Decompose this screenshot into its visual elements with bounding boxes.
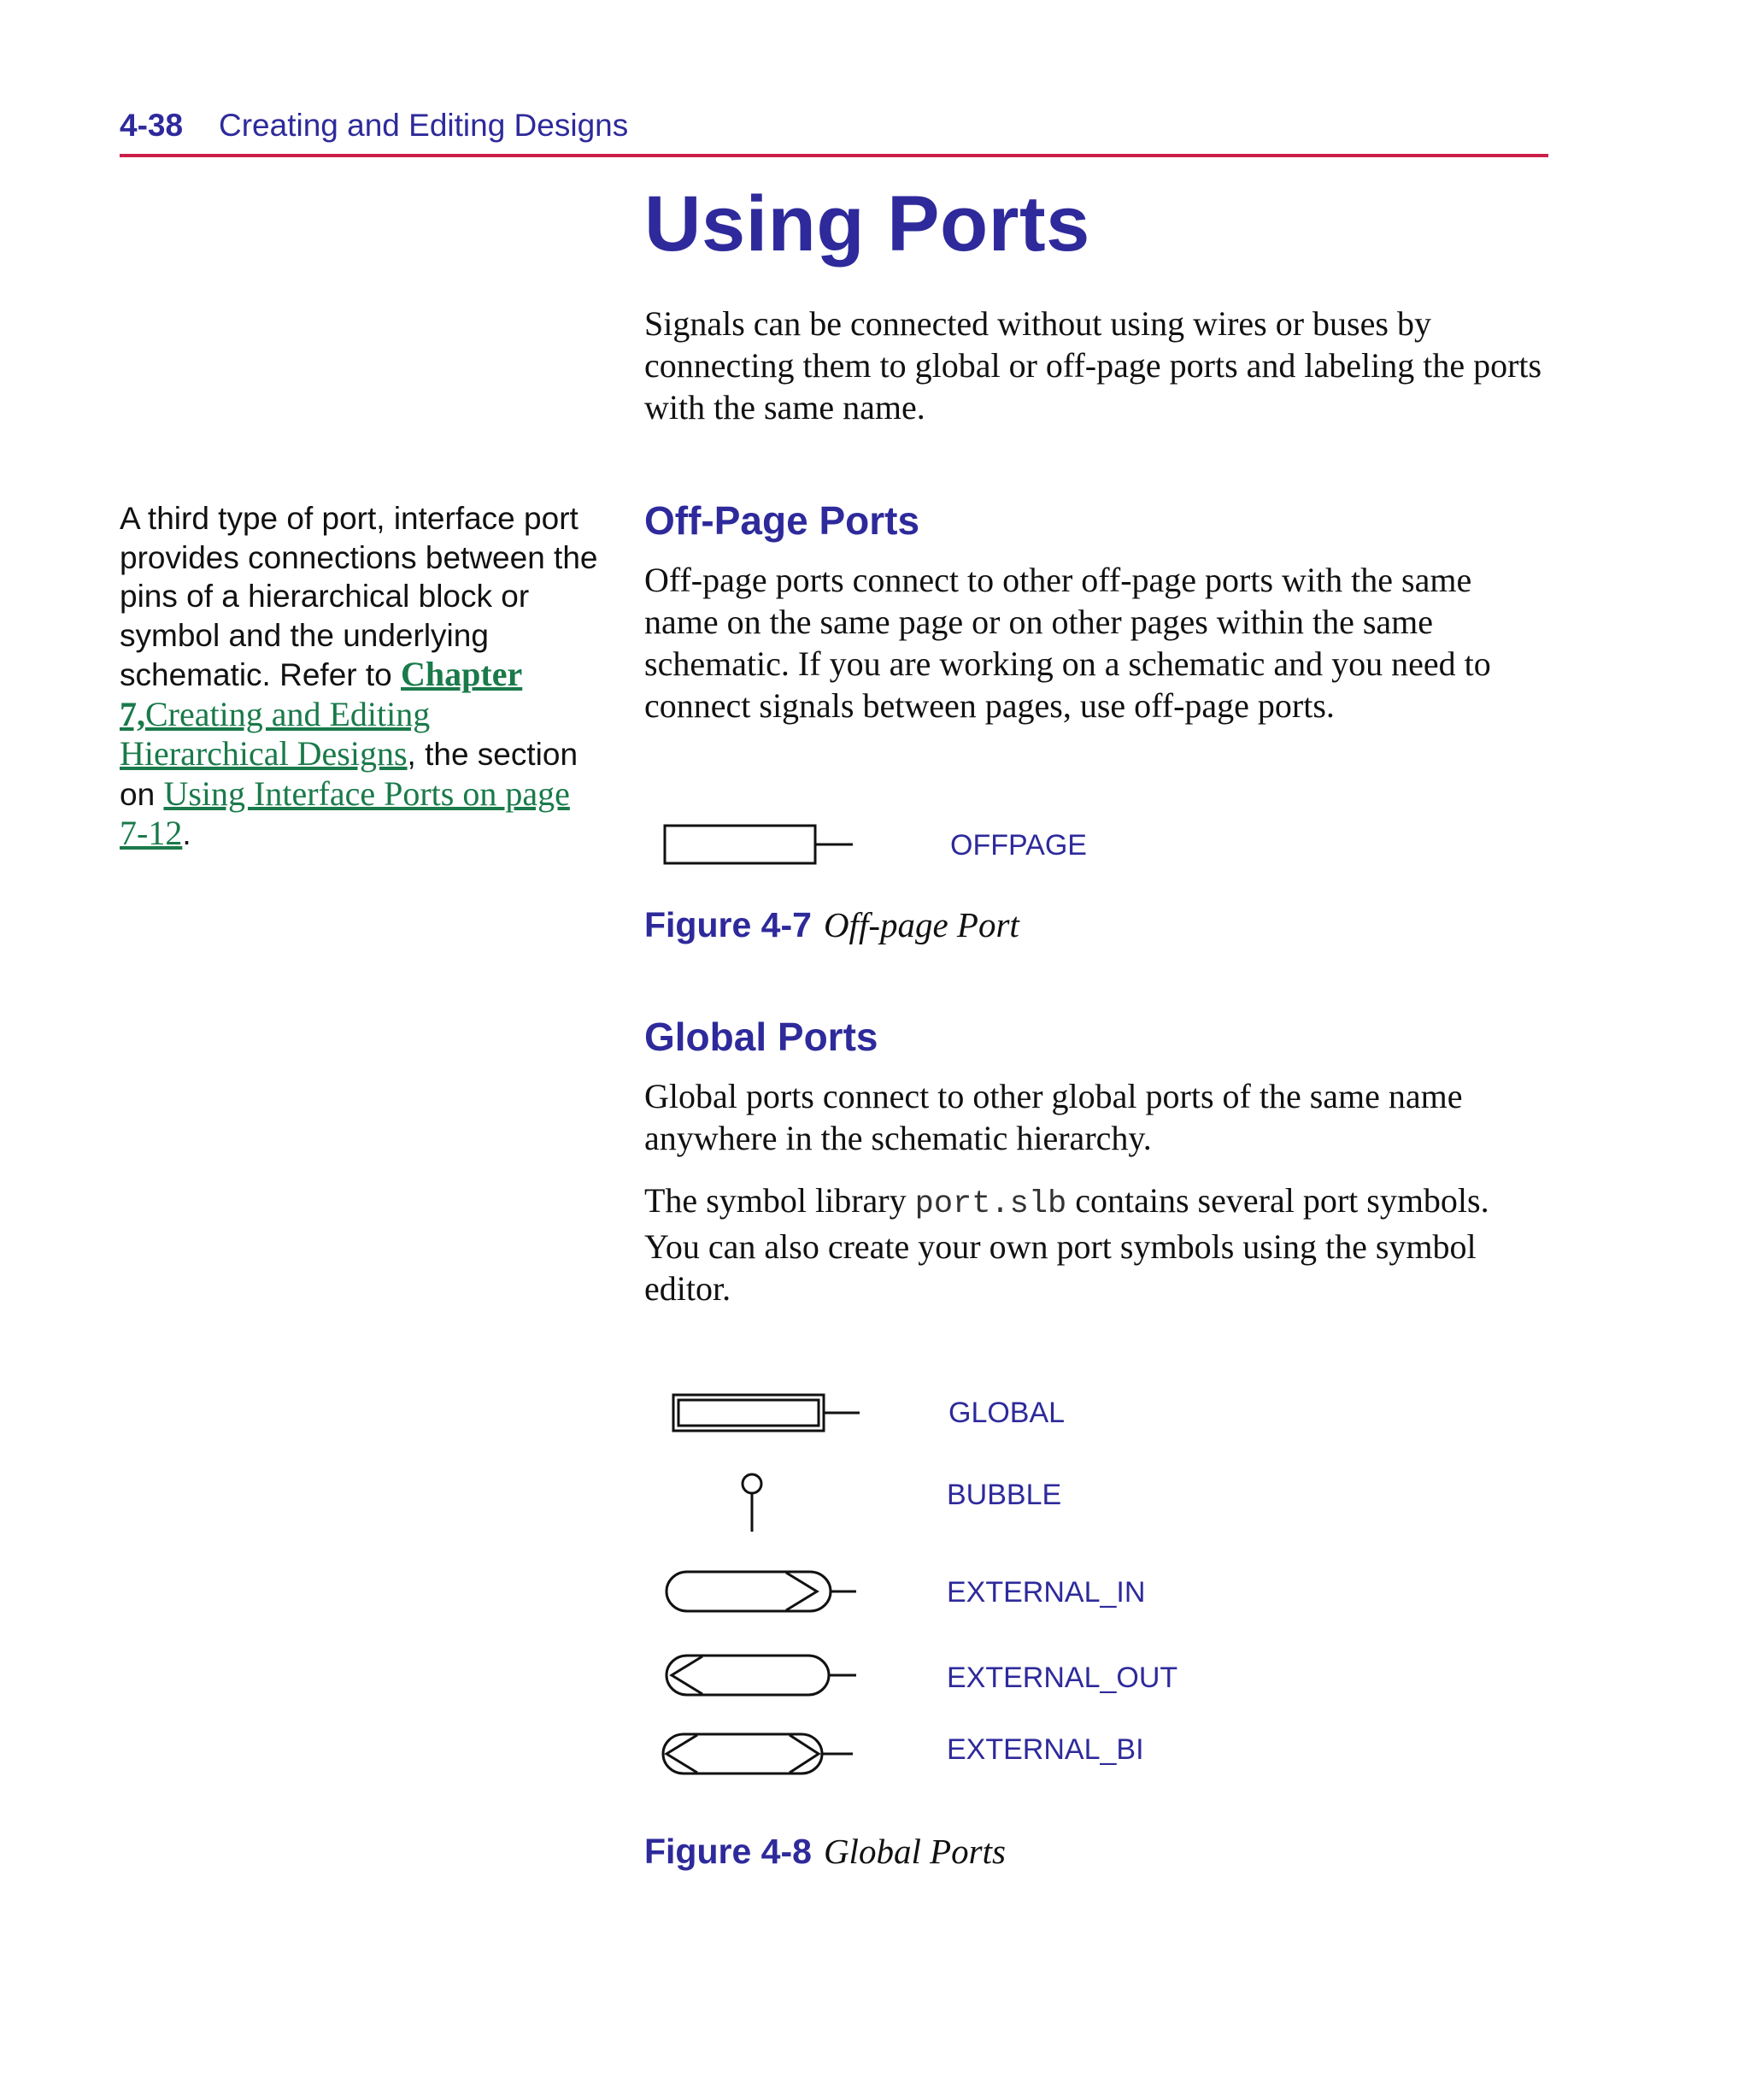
paragraph-text: The symbol library: [644, 1181, 915, 1220]
page-number: 4-38: [120, 108, 184, 143]
figure-number: Figure 4-8: [644, 1832, 812, 1871]
offpage-symbol-label: OFFPAGE: [950, 829, 1087, 862]
running-header: [120, 106, 1548, 157]
offpage-paragraph: Off-page ports connect to other off-page ports with the same name on the same page or on other pages within the same schematic. If you are working on a schematic and you need to connect signals between pages, use off-page ports.: [644, 561, 1491, 725]
offpage-port-symbol: [663, 822, 860, 870]
global-symbol-label: GLOBAL: [948, 1397, 1066, 1429]
figure-number: Figure 4-7: [644, 905, 812, 944]
figure-title: Global Ports: [823, 1832, 1006, 1871]
global-paragraph-1: Global ports connect to other global ports of the same name anywhere in the schematic hierarchy.: [644, 1077, 1463, 1157]
global-port-symbol: [672, 1393, 863, 1432]
code-filename: port.slb: [914, 1186, 1067, 1222]
external-in-symbol-label: EXTERNAL_IN: [947, 1576, 1146, 1609]
figure-title: Off-page Port: [823, 905, 1019, 944]
intro-paragraph: Signals can be connected without using wires or buses by connecting them to global or off-page ports and labeling the ports with the same name.: [644, 304, 1542, 426]
paragraph-text-after: contains several port symbols. You can also create your own port symbols using the symbol editor.: [644, 1181, 1489, 1308]
section-link[interactable]: Using Interface Ports on page 7-12: [120, 774, 570, 852]
external-out-port-symbol: [665, 1653, 858, 1697]
external-bi-symbol-label: EXTERNAL_BI: [947, 1733, 1144, 1766]
external-in-port-symbol: [665, 1569, 858, 1614]
external-out-symbol-label: EXTERNAL_OUT: [947, 1662, 1178, 1694]
global-heading: Global Ports: [644, 1015, 878, 1059]
offpage-heading: Off-Page Ports: [644, 498, 920, 543]
bubble-port-symbol: [738, 1472, 766, 1533]
figure-4-7-caption: [644, 904, 1019, 945]
figure-4-8-caption: [644, 1831, 1006, 1872]
global-paragraph-2: [644, 1179, 1550, 1309]
chapter-title: Creating and Editing Designs: [219, 108, 629, 143]
bubble-symbol-label: BUBBLE: [947, 1479, 1062, 1511]
chapter-title-link[interactable]: Creating and Editing Hierarchical Designs: [120, 694, 431, 773]
sidebar-text-mid: , the section on: [120, 737, 578, 812]
chapter-link[interactable]: Chapter 7,: [120, 655, 523, 733]
sidebar-text: A third type of port, interface port provides connections between the pins of a hierarchical block or symbol and the underlying schematic. Refer to: [120, 501, 598, 692]
sidebar-text-end: .: [182, 816, 191, 851]
external-bi-port-symbol: [660, 1732, 854, 1776]
sidebar-note: [120, 499, 598, 854]
page-title: Using Ports: [644, 180, 1090, 268]
